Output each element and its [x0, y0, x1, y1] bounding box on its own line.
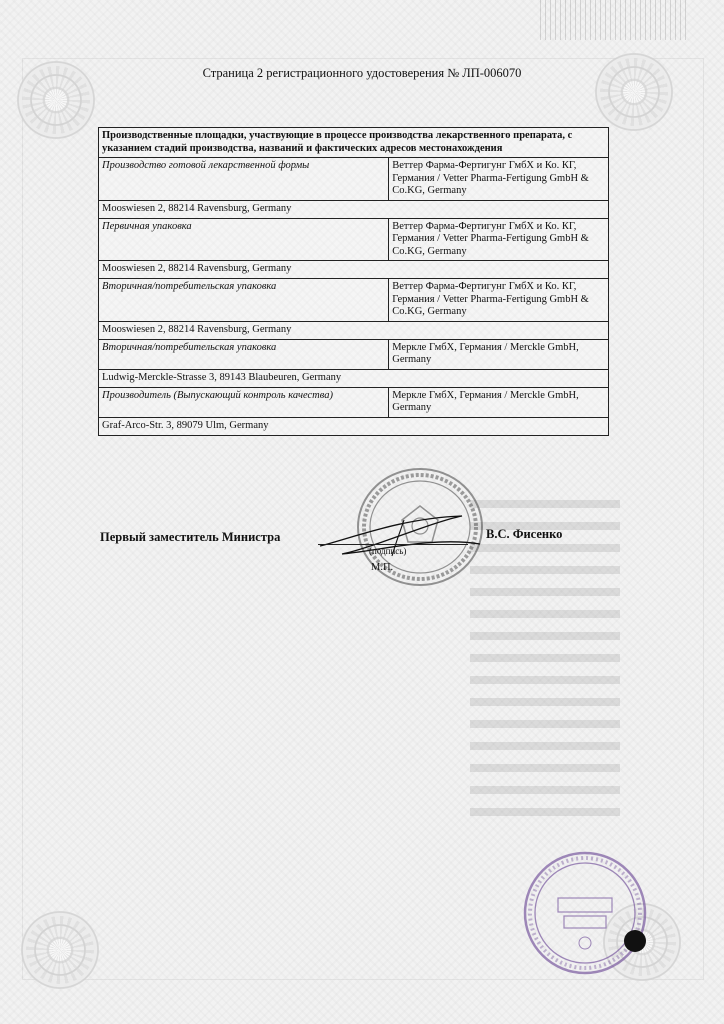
manufacturer-name: Меркле ГмбХ, Германия / Merckle GmbH, Germany — [389, 387, 609, 417]
production-stage: Первичная упаковка — [99, 218, 389, 261]
bleed-through-text — [470, 500, 620, 830]
manufacturer-name: Веттер Фарма-Фертигунг ГмбХ и Ко. КГ, Германия / Vetter Pharma-Fertigung GmbH & Co.KG, Germany — [389, 279, 609, 322]
table-row — [99, 339, 609, 369]
table-heading-row — [99, 128, 609, 158]
guilloche-rosette-icon — [18, 908, 102, 992]
guilloche-rosette-icon — [592, 50, 676, 134]
table-row — [99, 387, 609, 417]
signature-caption: (подпись) — [369, 546, 407, 556]
signatory-title: Первый заместитель Министра — [100, 530, 281, 544]
table-row — [99, 218, 609, 261]
table-heading: Производственные площадки, участвующие в процессе производства лекарственного препарата, с указанием стадий производства, названий и фактических адресов местонахождения — [99, 128, 609, 158]
table-row — [99, 279, 609, 322]
scan-edge-marks — [540, 0, 690, 40]
site-address: Ludwig-Merckle-Strasse 3, 89143 Blaubeuren, Germany — [99, 369, 609, 387]
company-seal-icon — [520, 848, 650, 978]
production-stage: Вторичная/потребительская упаковка — [99, 339, 389, 369]
production-stage: Производитель (Выпускающий контроль качества) — [99, 387, 389, 417]
table-row — [99, 261, 609, 279]
production-stage: Производство готовой лекарственной формы — [99, 158, 389, 201]
table-row — [99, 417, 609, 435]
signature-line — [318, 544, 468, 545]
handwritten-signature-icon — [312, 508, 482, 568]
site-address: Mooswiesen 2, 88214 Ravensburg, Germany — [99, 261, 609, 279]
manufacturer-name: Меркле ГмбХ, Германия / Merckle GmbH, Germany — [389, 339, 609, 369]
table-row — [99, 200, 609, 218]
table-row — [99, 369, 609, 387]
hole-punch-mark — [624, 930, 646, 952]
table-row — [99, 321, 609, 339]
table-row — [99, 158, 609, 201]
site-address: Graf-Arco-Str. 3, 89079 Ulm, Germany — [99, 417, 609, 435]
signatory-name: В.С. Фисенко — [486, 527, 563, 541]
manufacturer-name: Веттер Фарма-Фертигунг ГмбХ и Ко. КГ, Германия / Vetter Pharma-Fertigung GmbH & Co.KG, Germany — [389, 158, 609, 201]
site-address: Mooswiesen 2, 88214 Ravensburg, Germany — [99, 321, 609, 339]
manufacturer-name: Веттер Фарма-Фертигунг ГмбХ и Ко. КГ, Германия / Vetter Pharma-Fertigung GmbH & Co.KG, Germany — [389, 218, 609, 261]
stamp-place-label: М.П. — [371, 562, 394, 573]
site-address: Mooswiesen 2, 88214 Ravensburg, Germany — [99, 200, 609, 218]
page-header: Страница 2 регистрационного удостоверения № ЛП-006070 — [202, 66, 522, 80]
production-stage: Вторичная/потребительская упаковка — [99, 279, 389, 322]
production-sites-table — [98, 127, 609, 436]
